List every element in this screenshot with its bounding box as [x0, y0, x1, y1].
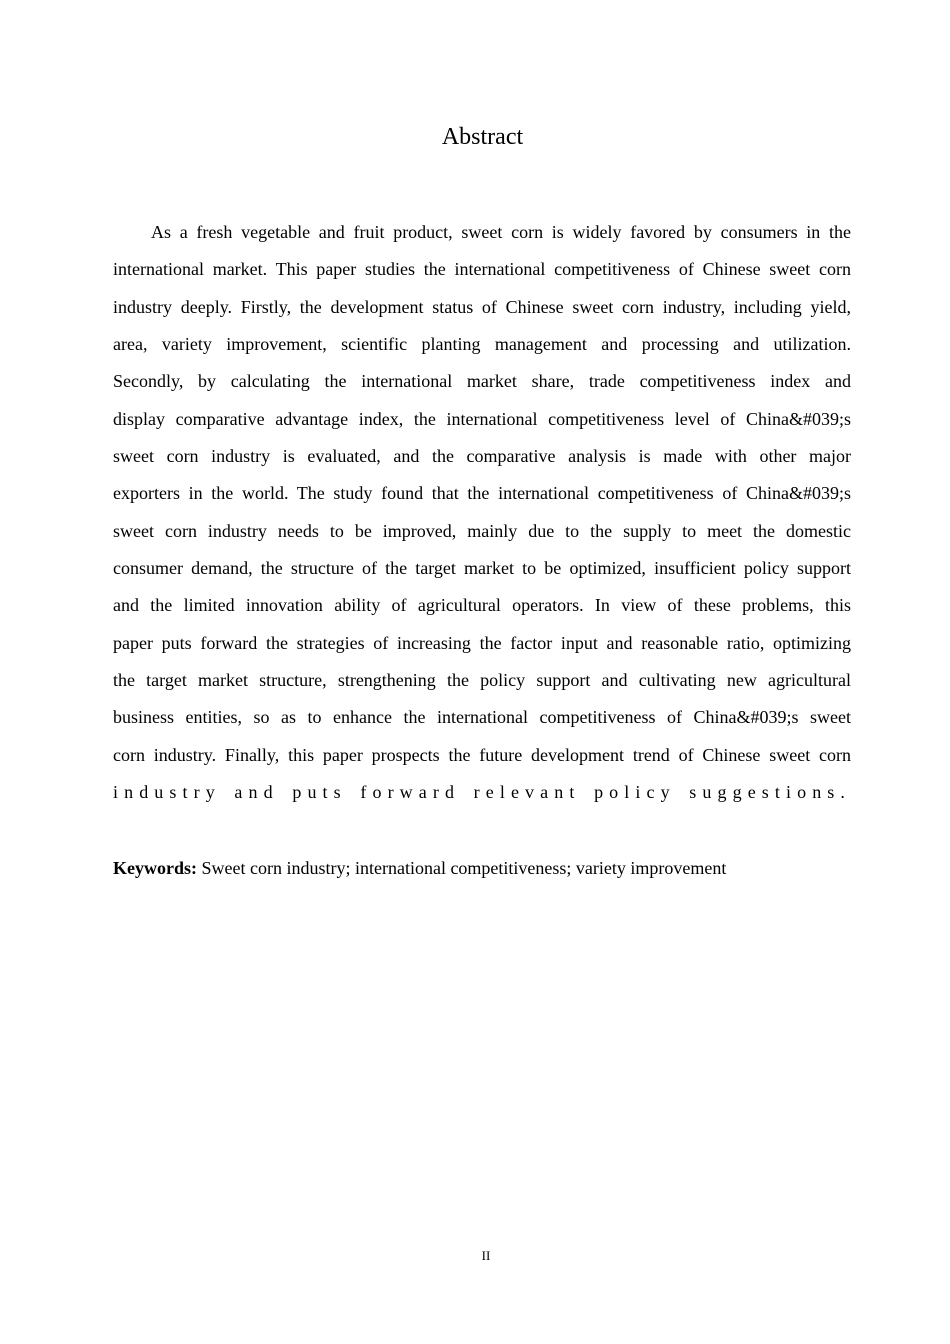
abstract-line: and the limited innovation ability of agricultural operators. In view of these problems, this [113, 595, 851, 616]
abstract-line: consumer demand, the structure of the target market to be optimized, insufficient policy support [113, 558, 851, 579]
abstract-line: area, variety improvement, scientific planting management and processing and utilization. [113, 334, 851, 355]
abstract-line: international market. This paper studies the international competitiveness of Chinese sweet corn [113, 259, 851, 280]
abstract-line: sweet corn industry is evaluated, and the comparative analysis is made with other major [113, 446, 851, 467]
abstract-line: industry and puts forward relevant policy suggestions. [113, 782, 851, 803]
abstract-line: the target market structure, strengthening the policy support and cultivating new agricultural [113, 670, 851, 691]
keywords-text: Sweet corn industry; international competitiveness; variety improvement [197, 858, 727, 878]
abstract-line: industry deeply. Firstly, the development status of Chinese sweet corn industry, including yield, [113, 296, 851, 317]
page-number: II [481, 1248, 491, 1263]
abstract-paragraph [113, 219, 851, 817]
abstract-line: display comparative advantage index, the international competitiveness level of China&#039;s [113, 408, 851, 429]
abstract-line: paper puts forward the strategies of increasing the factor input and reasonable ratio, optimizing [113, 632, 851, 653]
abstract-line: sweet corn industry needs to be improved, mainly due to the supply to meet the domestic [113, 520, 851, 541]
abstract-line: corn industry. Finally, this paper prospects the future development trend of Chinese sweet corn [113, 744, 851, 765]
page-title: Abstract [441, 124, 524, 150]
keywords-label: Keywords: [113, 858, 197, 878]
abstract-line: business entities, so as to enhance the international competitiveness of China&#039;s sweet [113, 707, 851, 728]
abstract-line: As a fresh vegetable and fruit product, sweet corn is widely favored by consumers in the [151, 222, 851, 242]
abstract-line: exporters in the world. The study found that the international competitiveness of China&#039;s [113, 483, 851, 504]
keywords-line [113, 855, 726, 881]
abstract-line: Secondly, by calculating the international market share, trade competitiveness index and [113, 371, 851, 392]
